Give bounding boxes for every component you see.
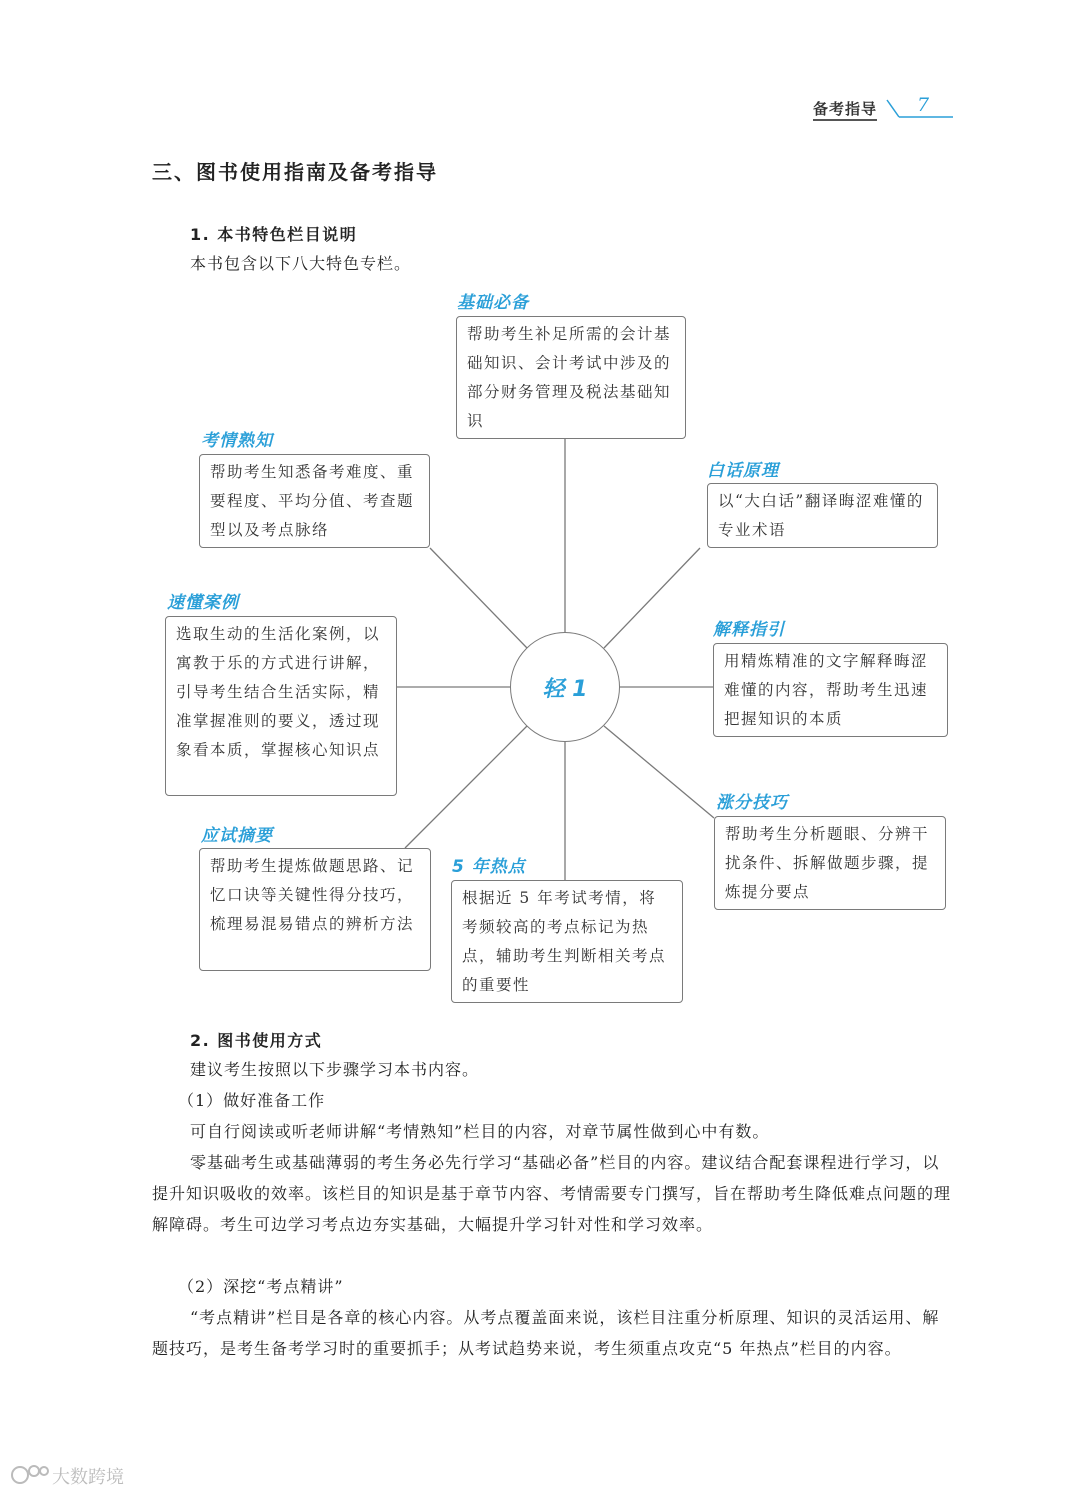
node-box-exam-overview: 帮助考生知悉备考难度、重要程度、平均分值、考查题型以及考点脉络 xyxy=(199,454,430,548)
node-label-score-tips: 涨分技巧 xyxy=(716,793,788,813)
section-title: 三、图书使用指南及备考指导 xyxy=(152,160,438,184)
running-header: 备考指导 xyxy=(813,100,878,118)
node-box-explanation-guide: 用精炼精准的文字解释晦涩难懂的内容，帮助考生迅速把握知识的本质 xyxy=(713,643,948,737)
node-label-quick-case: 速懂案例 xyxy=(167,593,239,613)
node-label-five-year-hotspots: 5 年热点 xyxy=(452,857,526,877)
step1-paragraph-2: 零基础考生或基础薄弱的考生务必先行学习“基础必备”栏目的内容。建议结合配套课程进行学习，以提升知识吸收的效率。该栏目的知识是基于章节内容、考情需要专门撰写，旨在帮助考生降低难点问题的理解障碍。考生可边学习考点边夯实基础，大幅提升学习针对性和学习效率。 xyxy=(152,1153,952,1234)
node-label-exam-summary: 应试摘要 xyxy=(201,826,273,846)
node-box-exam-summary: 帮助考生提炼做题思路、记忆口诀等关键性得分技巧，梳理易混易错点的辨析方法 xyxy=(199,848,431,971)
page-number: 7 xyxy=(917,94,930,116)
node-label-explanation-guide: 解释指引 xyxy=(713,620,785,640)
node-label-plain-principle: 白话原理 xyxy=(707,461,779,481)
node-box-quick-case: 选取生动的生活化案例，以寓教于乐的方式进行讲解，引导考生结合生活实际，精准掌握准则的要义，透过现象看本质，掌握核心知识点 xyxy=(165,616,397,796)
diagram-center: 轻 1 xyxy=(510,632,620,742)
part1-heading: 1. 本书特色栏目说明 xyxy=(190,225,358,244)
node-label-foundation: 基础必备 xyxy=(457,293,529,313)
step2-title: （2）深挖“考点精讲” xyxy=(178,1277,344,1296)
watermark-logo-icon xyxy=(10,1462,50,1488)
part1-intro: 本书包含以下八大特色专栏。 xyxy=(190,254,412,273)
part2-intro: 建议考生按照以下步骤学习本书内容。 xyxy=(190,1060,480,1079)
node-box-five-year-hotspots: 根据近 5 年考试考情，将考频较高的考点标记为热点，辅助考生判断相关考点的重要性 xyxy=(451,880,683,1003)
part2-heading: 2. 图书使用方式 xyxy=(190,1031,323,1050)
node-box-foundation: 帮助考生补足所需的会计基础知识、会计考试中涉及的部分财务管理及税法基础知识 xyxy=(456,316,686,439)
watermark-text: 大数跨境 xyxy=(52,1467,124,1488)
step1-paragraph-1: 可自行阅读或听老师讲解“考情熟知”栏目的内容，对章节属性做到心中有数。 xyxy=(190,1122,770,1141)
step1-title: （1）做好准备工作 xyxy=(178,1091,326,1110)
step2-paragraph-1: “考点精讲”栏目是各章的核心内容。从考点覆盖面来说，该栏目注重分析原理、知识的灵活运用、解题技巧，是考生备考学习时的重要抓手；从考试趋势来说，考生须重点攻克“5 年热点”栏目的内容。 xyxy=(152,1308,940,1358)
node-box-plain-principle: 以“大白话”翻译晦涩难懂的专业术语 xyxy=(707,483,938,548)
node-label-exam-overview: 考情熟知 xyxy=(201,431,273,451)
node-box-score-tips: 帮助考生分析题眼、分辨干扰条件、拆解做题步骤，提炼提分要点 xyxy=(714,816,946,910)
